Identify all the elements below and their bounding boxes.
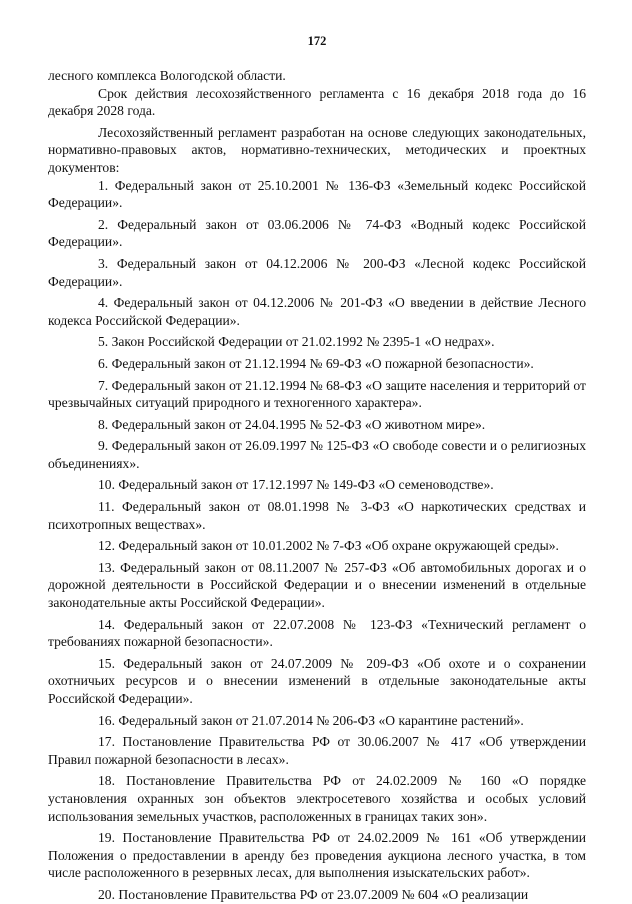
page-number: 172 bbox=[307, 34, 327, 48]
list-item-8: 8. Федеральный закон от 24.04.1995 № 52-ФЗ «О животном мире». bbox=[98, 416, 486, 432]
paragraph-validity-period: Срок действия лесохозяйственного регламента с 16 декабря 2018 года до 16 декабря 2028 года. bbox=[48, 85, 586, 119]
list-item-4: 4. Федеральный закон от 04.12.2006 № 201-ФЗ «О введении в действие Лесного кодекса Российской Федерации». bbox=[48, 295, 586, 328]
list-item-7: 7. Федеральный закон от 21.12.1994 № 68-ФЗ «О защите населения и территорий от чрезвычайных ситуаций природного и техногенного характера». bbox=[48, 377, 586, 411]
list-item-2: 2. Федеральный закон от 03.06.2006 № 74-ФЗ «Водный кодекс Российской Федерации». bbox=[48, 216, 586, 250]
paragraph-basis-intro: Лесохозяйственный регламент разработан на основе следующих законодательных, нормативно-правовых актов, нормативно-технических, методических и проектных документов: bbox=[48, 124, 586, 175]
list-item-14: 14. Федеральный закон от 22.07.2008 № 123-ФЗ «Технический регламент о требованиях пожарной безопасности». bbox=[48, 616, 586, 650]
list-item-12: 12. Федеральный закон от 10.01.2002 № 7-ФЗ «Об охране окружающей среды». bbox=[98, 538, 559, 554]
document-body bbox=[48, 67, 586, 904]
list-item-20: 20. Постановление Правительства РФ от 23.07.2009 № 604 «О реализации bbox=[98, 886, 529, 902]
list-item-13: 13. Федеральный закон от 08.11.2007 № 257-ФЗ «Об автомобильных дорогах и о дорожной деятельности в Российской Федерации и о внесении изменений в отдельные законодательные акты Российской Федерации». bbox=[48, 559, 586, 611]
list-item-6: 6. Федеральный закон от 21.12.1994 № 69-ФЗ «О пожарной безопасности». bbox=[98, 355, 534, 371]
list-item-5: 5. Закон Российской Федерации от 21.02.1992 № 2395-1 «О недрах». bbox=[98, 334, 495, 350]
list-item-19: 19. Постановление Правительства РФ от 24.02.2009 № 161 «Об утверждении Положения о предоставлении в аренду без проведения аукциона лесного участка, в том числе расположенного в резервных лесах, для выполнения изыскательских работ». bbox=[48, 830, 586, 881]
list-item-15: 15. Федеральный закон от 24.07.2009 № 209-ФЗ «Об охоте и о сохранении охотничьих ресурсов и о внесении изменений в отдельные законодательные акты Российской Федерации». bbox=[48, 655, 586, 706]
list-item-18: 18. Постановление Правительства РФ от 24.02.2009 № 160 «О порядке установления охранных зон объектов электросетевого хозяйства и особых условий использования земельных участков, расположенных в границах таких зон». bbox=[48, 773, 586, 824]
list-item-10: 10. Федеральный закон от 17.12.1997 № 149-ФЗ «О семеноводстве». bbox=[98, 477, 494, 493]
list-item-11: 11. Федеральный закон от 08.01.1998 № 3-ФЗ «О наркотических средствах и психотропных веществах». bbox=[48, 499, 586, 532]
list-item-3: 3. Федеральный закон от 04.12.2006 № 200-ФЗ «Лесной кодекс Российской Федерации». bbox=[48, 255, 586, 289]
list-item-9: 9. Федеральный закон от 26.09.1997 № 125-ФЗ «О свободе совести и о религиозных объединениях». bbox=[48, 438, 586, 471]
list-item-1: 1. Федеральный закон от 25.10.2001 № 136-ФЗ «Земельный кодекс Российской Федерации». bbox=[48, 177, 586, 211]
paragraph-continuation: лесного комплекса Вологодской области. bbox=[48, 68, 286, 83]
list-item-16: 16. Федеральный закон от 21.07.2014 № 206-ФЗ «О карантине растений». bbox=[98, 712, 524, 728]
list-item-17: 17. Постановление Правительства РФ от 30.06.2007 № 417 «Об утверждении Правил пожарной безопасности в лесах». bbox=[48, 734, 586, 767]
